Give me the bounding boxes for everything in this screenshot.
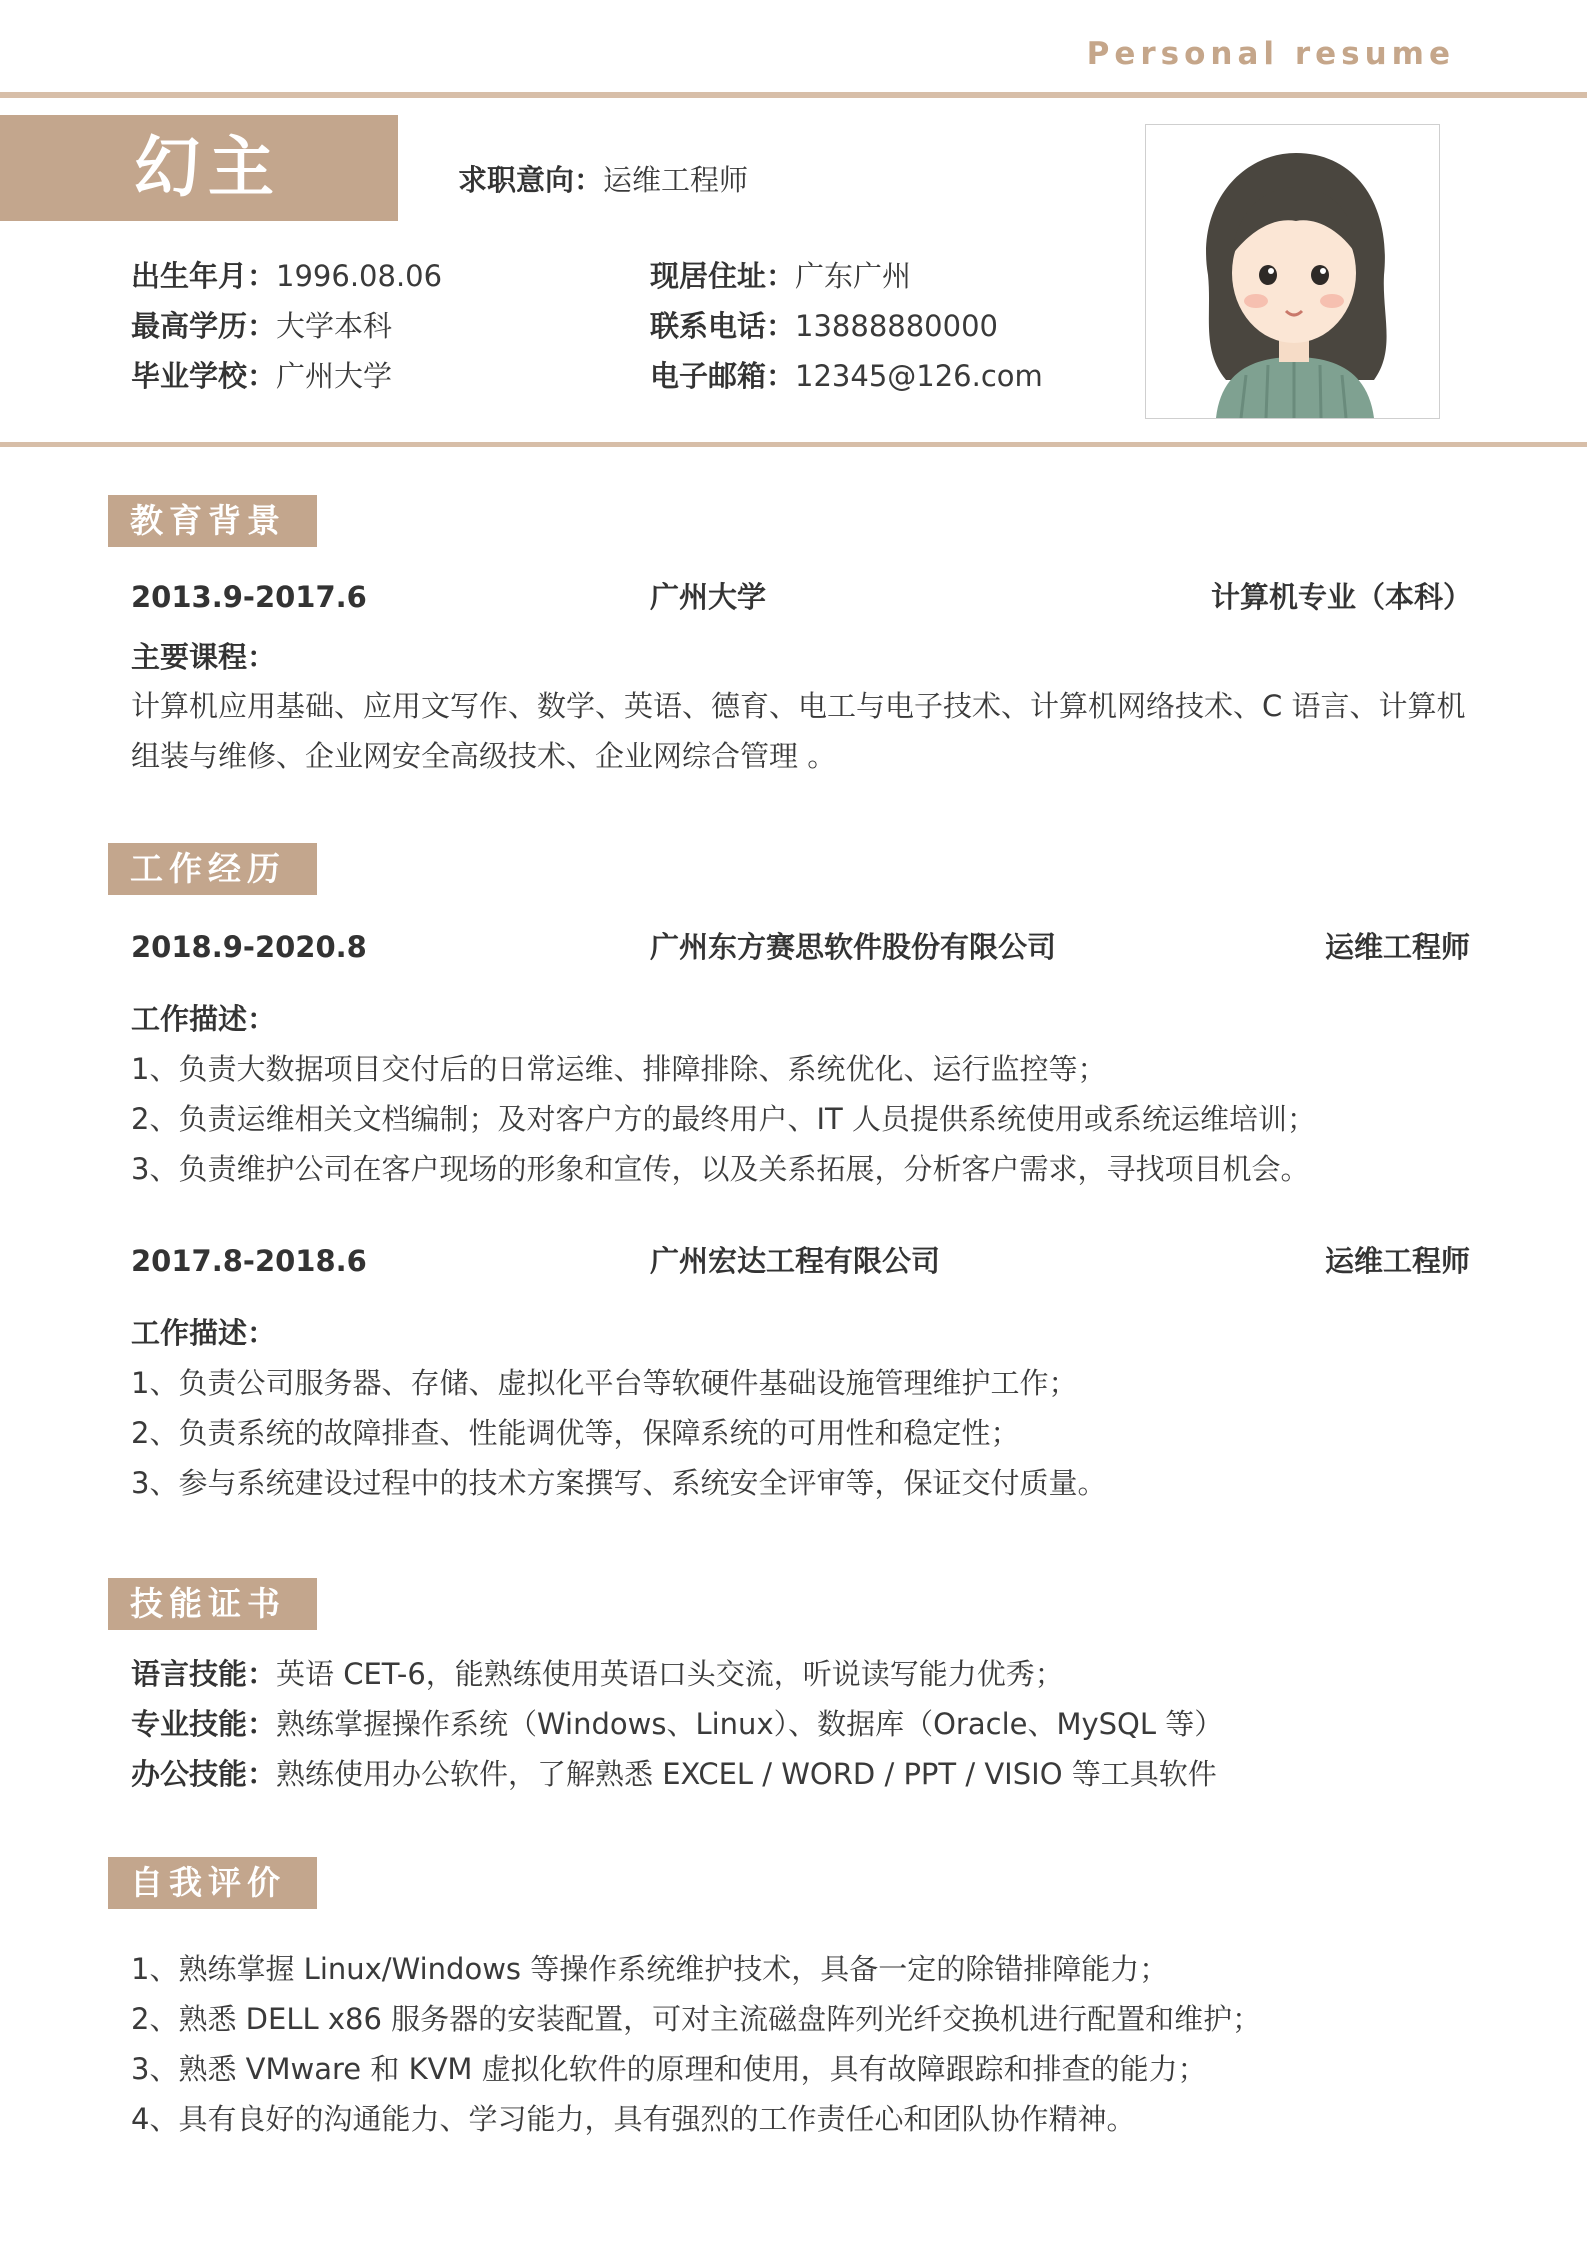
job-2-period: 2017.8-2018.6 <box>131 1244 367 1278</box>
job-1-period: 2018.9-2020.8 <box>131 930 367 964</box>
courses-text: 计算机应用基础、应用文写作、数学、英语、德育、电工与电子技术、计算机网络技术、C 语言、计算机组装与维修、企业网安全高级技术、企业网综合管理 。 <box>131 689 1466 773</box>
job-1-position: 运维工程师 <box>1324 930 1470 964</box>
info-school: 毕业学校：广州大学 <box>131 359 393 393</box>
job-2-item: 2、负责系统的故障排查、性能调优等，保障系统的可用性和稳定性； <box>131 1416 1020 1450</box>
skill-language: 语言技能：英语 CET-6，能熟练使用英语口头交流，听说读写能力优秀； <box>131 1657 1064 1691</box>
avatar-illustration <box>1146 125 1439 418</box>
education-school: 广州大学 <box>650 580 767 614</box>
header-divider <box>0 442 1587 447</box>
objective-label: 求职意向： <box>458 163 604 197</box>
profile-photo <box>1145 124 1440 419</box>
education-period: 2013.9-2017.6 <box>131 580 367 614</box>
job-2-desc-label: 工作描述： <box>131 1316 277 1350</box>
skill-professional: 专业技能：熟练掌握操作系统（Windows、Linux）、数据库（Oracle、MySQL 等） <box>131 1707 1224 1741</box>
section-skills-title: 技能证书 <box>108 1578 317 1630</box>
job-1-company: 广州东方赛思软件股份有限公司 <box>650 930 1057 964</box>
job-2-company: 广州宏达工程有限公司 <box>650 1244 941 1278</box>
self-eval-item: 2、熟悉 DELL x86 服务器的安装配置，可对主流磁盘阵列光纤交换机进行配置和维护； <box>131 2002 1262 2036</box>
section-work-title: 工作经历 <box>108 843 317 895</box>
page-top-label: Personal resume <box>1086 36 1455 72</box>
courses-label: 主要课程： <box>131 640 277 674</box>
self-eval-item: 1、熟练掌握 Linux/Windows 等操作系统维护技术，具备一定的除错排障能力； <box>131 1952 1169 1986</box>
info-phone: 联系电话：13888880000 <box>650 309 998 343</box>
section-self-eval-title: 自我评价 <box>108 1857 317 1909</box>
job-1-item: 1、负责大数据项目交付后的日常运维、排障排除、系统优化、运行监控等； <box>131 1052 1107 1086</box>
self-eval-item: 3、熟悉 VMware 和 KVM 虚拟化软件的原理和使用，具有故障跟踪和排查的能力； <box>131 2052 1207 2086</box>
info-address: 现居住址：广东广州 <box>650 259 912 293</box>
job-1-item: 3、负责维护公司在客户现场的形象和宣传，以及关系拓展，分析客户需求，寻找项目机会。 <box>131 1152 1310 1186</box>
section-education-title: 教育背景 <box>108 495 317 547</box>
info-birth: 出生年月：1996.08.06 <box>131 259 443 293</box>
info-email: 电子邮箱：12345@126.com <box>650 359 1043 393</box>
name-banner: 幻主 <box>0 115 398 221</box>
self-eval-item: 4、具有良好的沟通能力、学习能力，具有强烈的工作责任心和团队协作精神。 <box>131 2102 1136 2136</box>
objective-value: 运维工程师 <box>603 163 749 197</box>
job-2-item: 1、负责公司服务器、存储、虚拟化平台等软硬件基础设施管理维护工作； <box>131 1366 1078 1400</box>
job-1-item: 2、负责运维相关文档编制；及对客户方的最终用户、IT 人员提供系统使用或系统运维培训； <box>131 1102 1316 1136</box>
job-2-position: 运维工程师 <box>1324 1244 1470 1278</box>
job-2-item: 3、参与系统建设过程中的技术方案撰写、系统安全评审等，保证交付质量。 <box>131 1466 1107 1500</box>
job-1-desc-label: 工作描述： <box>131 1002 277 1036</box>
job-objective <box>458 158 748 202</box>
top-divider <box>0 92 1587 98</box>
education-major: 计算机专业（本科） <box>1210 580 1472 614</box>
info-education-level: 最高学历：大学本科 <box>131 309 393 343</box>
skill-office: 办公技能：熟练使用办公软件，了解熟悉 EXCEL / WORD / PPT / VISIO 等工具软件 <box>131 1757 1217 1791</box>
